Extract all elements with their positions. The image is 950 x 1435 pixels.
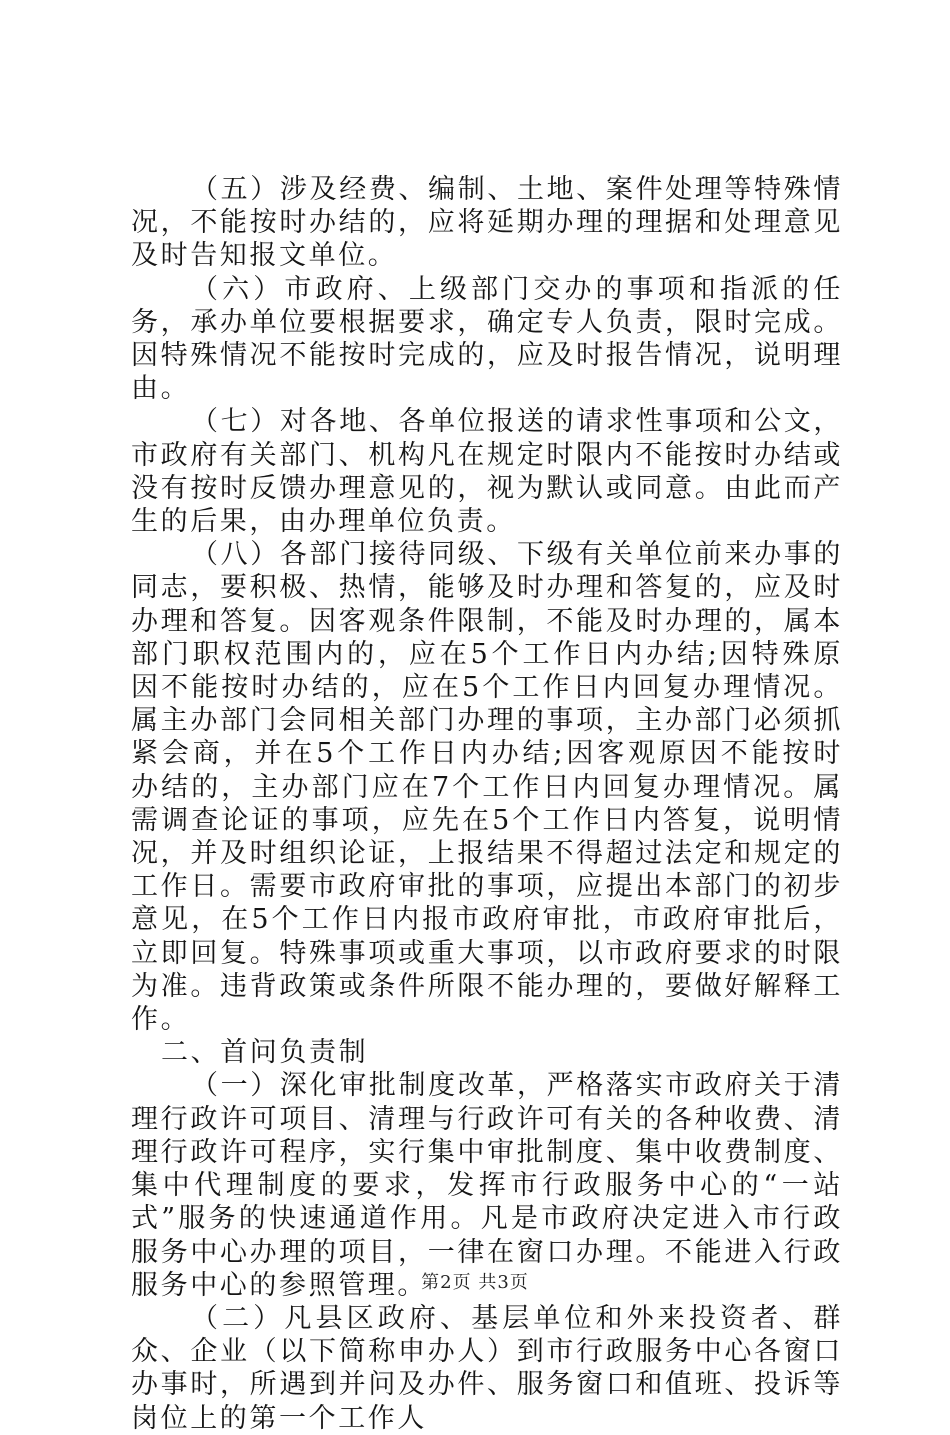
section-heading-2: 二、首问负责制 (161, 1037, 369, 1069)
paragraph-8: （八）各部门接待同级、下级有关单位前来办事的同志，要积极、热情，能够及时办理和答复的，应及时办理和答复。因客观条件限制，不能及时办理的，属本部门职权范围内的，应在5个工作日内办结;因特殊原因不能按时办结的，应在5个工作日内回复办理情况。属主办部门会同相关部门办理的事项，主办部门必须抓紧会商，并在5个工作日内办结;因客观原因不能按时办结的，主办部门应在7个工作日内回复办理情况。属需调查论证的事项，应先在5个工作日内答复，说明情况，并及时组织论证，上报结果不得超过法定和规定的工作日。需要市政府审批的事项，应提出本部门的初步意见，在5个工作日内报市政府审批，市政府审批后，立即回复。特殊事项或重大事项，以市政府要求的时限为准。违背政策或条件所限不能办理的，要做好解释工作。 (131, 539, 843, 1036)
paragraph-6: （六）市政府、上级部门交办的事项和指派的任务，承办单位要根据要求，确定专人负责，限时完成。因特殊情况不能按时完成的，应及时报告情况，说明理由。 (131, 273, 843, 405)
paragraph-7: （七）对各地、各单位报送的请求性事项和公文，市政府有关部门、机构凡在规定时限内不能按时办结或没有按时反馈办理意见的，视为默认或同意。由此而产生的后果，由办理单位负责。 (131, 406, 843, 538)
paragraph-2-1: （一）深化审批制度改革，严格落实市政府关于清理行政许可项目、清理与行政许可有关的各种收费、清理行政许可程序，实行集中审批制度、集中收费制度、集中代理制度的要求，发挥市行政服务中心的“一站式”服务的快速通道作用。凡是市政府决定进入市行政服务中心办理的项目，一律在窗口办理。不能进入行政服务中心的参照管理。 (131, 1070, 843, 1301)
document-body (131, 173, 843, 1435)
paragraph-2-2: （二）凡县区政府、基层单位和外来投资者、群众、企业（以下简称申办人）到市行政服务中心各窗口办事时，所遇到并问及办件、服务窗口和值班、投诉等岗位上的第一个工作人 (131, 1302, 843, 1434)
paragraph-5: （五）涉及经费、编制、土地、案件处理等特殊情况，不能按时办结的，应将延期办理的理据和处理意见及时告知报文单位。 (131, 174, 843, 272)
page-number-footer: 第2页 共3页 (421, 1272, 529, 1293)
